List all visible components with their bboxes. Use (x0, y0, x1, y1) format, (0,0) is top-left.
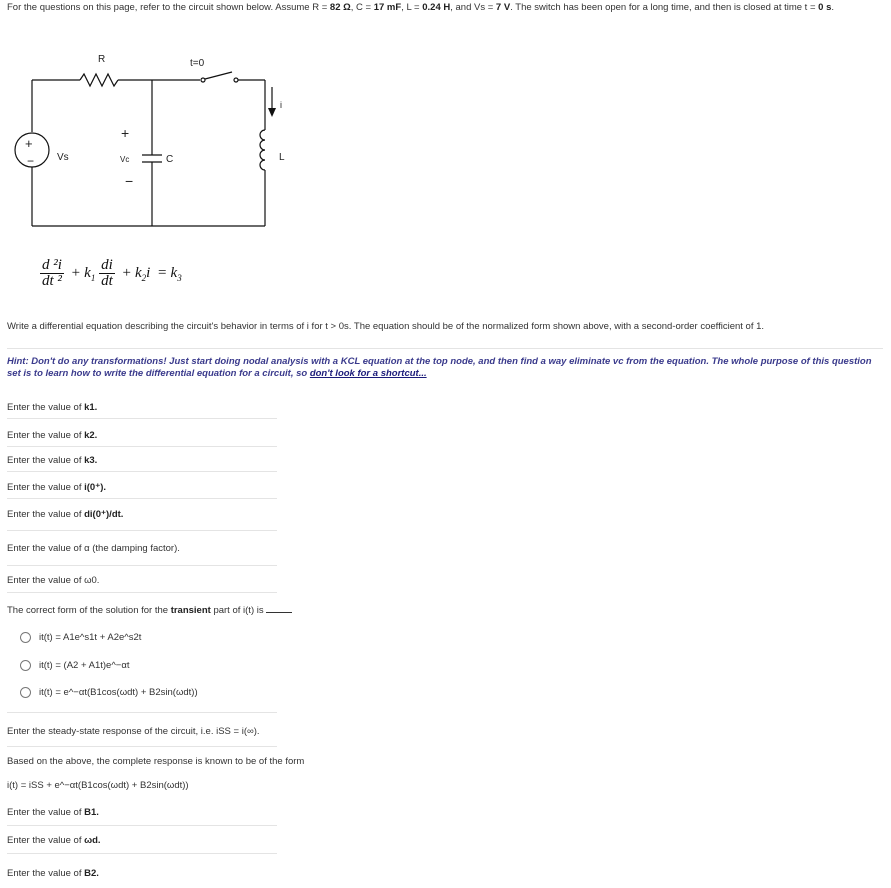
divider (7, 348, 883, 349)
vc-minus: − (125, 173, 134, 189)
radio-icon[interactable] (20, 687, 31, 698)
capacitor (142, 155, 162, 162)
instruction-text: Write a differential equation describing the circuit's behavior in terms of i for t > 0s. The equation should be of the normalized form shown above, with a second-order coefficient of 1. (7, 321, 765, 332)
question-wd: Enter the value of ωd. (7, 835, 101, 846)
question-w0: Enter the value of ω0. (7, 575, 100, 586)
question-steady-state: Enter the steady-state response of the circuit, i.e. iSS = i(∞). (7, 726, 260, 737)
inductor (260, 130, 265, 170)
normalized-equation: $\frac{\text{d ²i}}{\text{dt ²}}$ + $k_1$ $\frac{di}{dt}$ + $k_2i = k_3$ (42, 257, 182, 289)
label-switch: t=0 (190, 58, 205, 69)
source-minus: − (27, 154, 35, 168)
question-k2: Enter the value of k2. (7, 430, 98, 441)
c-value: 17 mF (373, 2, 402, 13)
current-arrow-icon (268, 108, 276, 117)
resistor (80, 74, 118, 86)
question-k1: Enter the value of k1. (7, 402, 98, 413)
label-vs: Vs (57, 152, 69, 163)
label-c: C (166, 154, 174, 165)
radio-icon[interactable] (20, 660, 31, 671)
label-r: R (98, 54, 106, 65)
t0-value: 0 s (818, 2, 832, 13)
intro-text: For the questions on this page, refer to the circuit shown below. Assume R = 82 Ω, C = 17 mF, L = 0.24 H, and Vs = 7 V. The switch has been open for a long time, and then is closed at time t = 0 s. (7, 2, 835, 13)
question-di0: Enter the value of di(0⁺)/dt. (7, 509, 124, 520)
switch (205, 72, 232, 79)
shortcut-link[interactable]: don't look for a shortcut... (309, 368, 427, 379)
question-i0: Enter the value of i(0⁺). (7, 482, 107, 493)
source-plus: + (25, 136, 33, 151)
question-b1: Enter the value of B1. (7, 807, 99, 818)
vc-plus: + (121, 125, 130, 141)
label-l: L (279, 152, 285, 163)
question-alpha: Enter the value of α (the damping factor). (7, 543, 180, 554)
option-overdamped[interactable]: it(t) = A1e^s1t + A2e^s2t (20, 632, 141, 643)
label-i: i (280, 100, 282, 110)
question-transient: The correct form of the solution for the transient part of i(t) is (7, 604, 292, 616)
hint-text: Hint: Don't do any transformations! Just start doing nodal analysis with a KCL equation at the top node, and then find a way eliminate vc from the equation. The whole purpose of this question set is to learn how to write the differential equation for a circuit, so don't look for a shortcut... (7, 356, 872, 379)
answer-blank (266, 604, 292, 613)
option-critically-damped[interactable]: it(t) = (A2 + A1t)e^−αt (20, 660, 129, 671)
complete-response-form: i(t) = iSS + e^−αt(B1cos(ωdt) + B2sin(ωdt)) (7, 780, 189, 791)
question-k3: Enter the value of k3. (7, 455, 98, 466)
question-b2: Enter the value of B2. (7, 868, 99, 879)
r-value: 82 Ω (329, 2, 351, 13)
vs-value: 7 V (495, 2, 511, 13)
option-underdamped[interactable]: it(t) = e^−αt(B1cos(ωdt) + B2sin(ωdt)) (20, 687, 198, 698)
complete-response-text: Based on the above, the complete response is known to be of the form (7, 756, 305, 767)
l-value: 0.24 H (422, 2, 451, 13)
label-vc: Vc (120, 155, 130, 164)
circuit-diagram (0, 44, 300, 244)
radio-icon[interactable] (20, 632, 31, 643)
